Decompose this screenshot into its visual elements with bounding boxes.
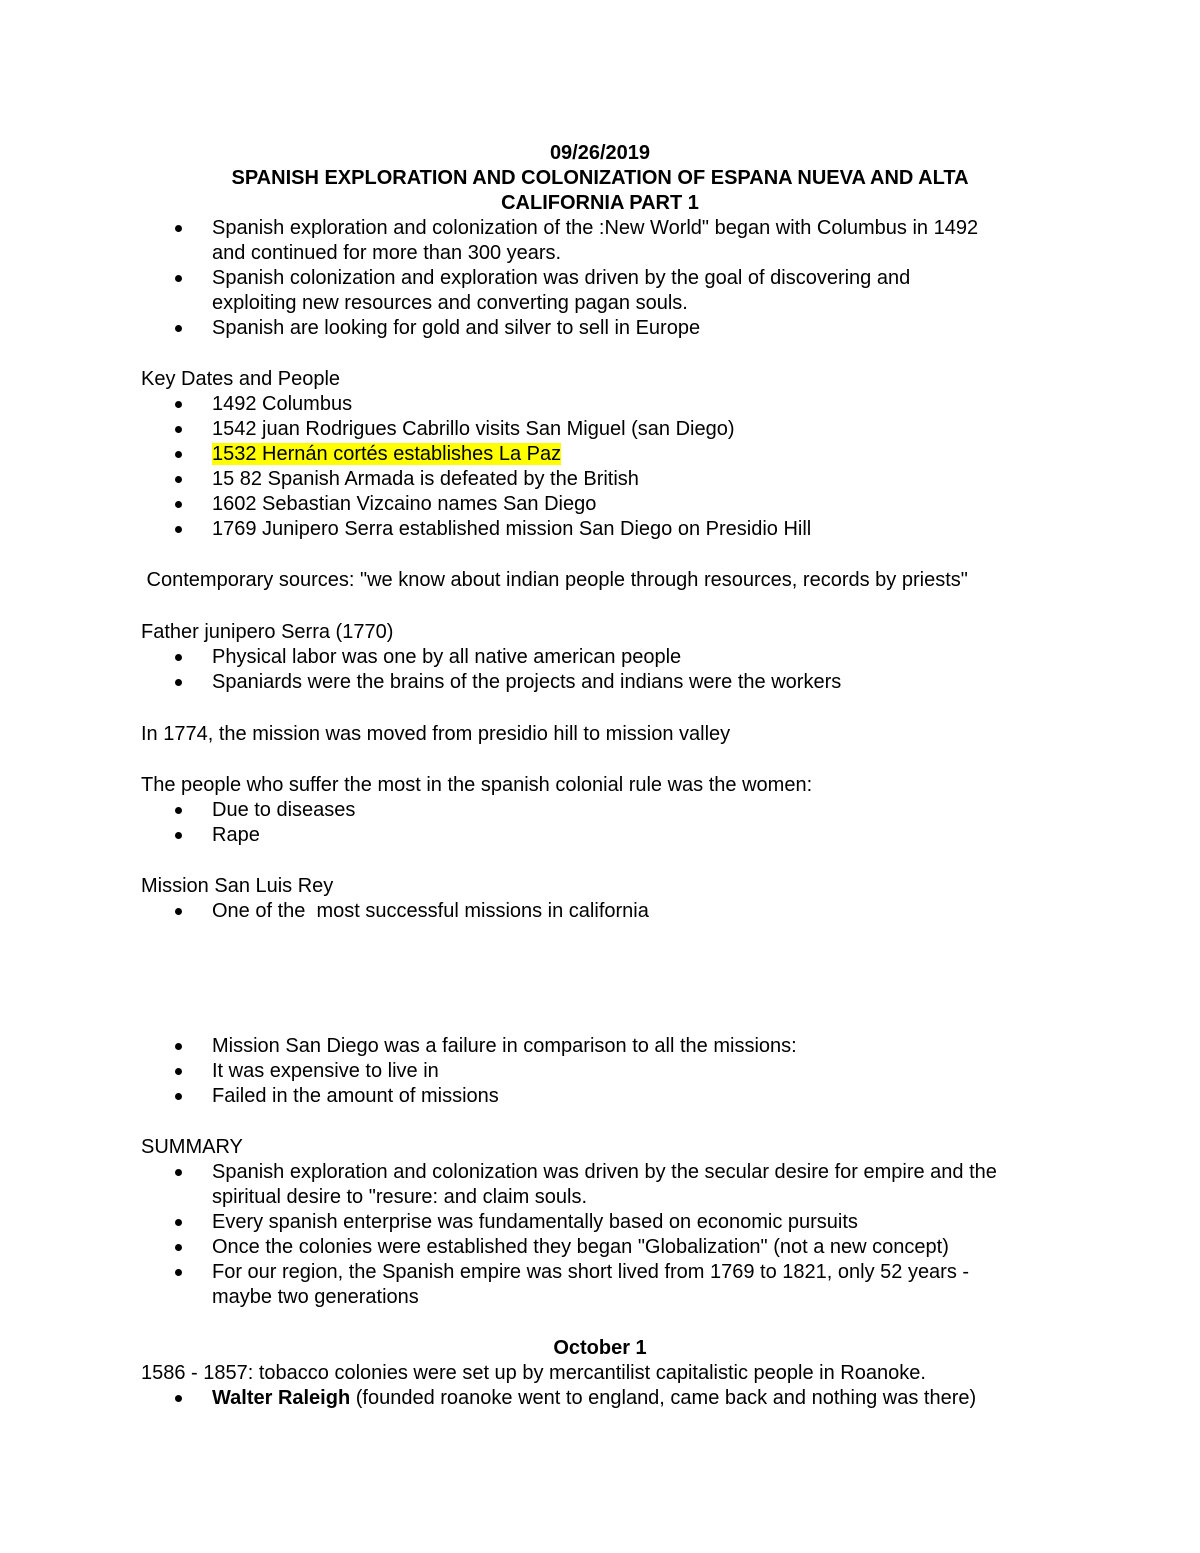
bullet-icon (172, 899, 188, 924)
san-luis-rey-item: One of the most successful missions in california (212, 900, 649, 922)
bullet-icon (172, 798, 188, 823)
san-diego-item: It was expensive to live in (212, 1060, 439, 1082)
serra-item: Physical labor was one by all native american people (212, 646, 682, 668)
intro-bullet-2-line1: Spanish colonization and exploration was driven by the goal of discovering and (212, 267, 911, 289)
doc-title-line2: CALIFORNIA PART 1 (501, 192, 699, 214)
key-date-item: 15 82 Spanish Armada is defeated by the British (212, 468, 639, 490)
bullet-icon (172, 1386, 188, 1411)
summary-heading: SUMMARY (141, 1136, 243, 1158)
key-date-item: 1602 Sebastian Vizcaino names San Diego (212, 493, 597, 515)
bullet-icon (172, 442, 188, 467)
mission-moved-text: In 1774, the mission was moved from presidio hill to mission valley (141, 723, 731, 745)
san-luis-rey-heading: Mission San Luis Rey (141, 875, 334, 897)
bullet-icon (172, 492, 188, 517)
bullet-icon (172, 467, 188, 492)
bullet-icon (172, 1235, 188, 1260)
bullet-icon (172, 216, 188, 241)
summary-item-2: Every spanish enterprise was fundamentally based on economic pursuits (212, 1211, 858, 1233)
bullet-icon (172, 1059, 188, 1084)
bullet-icon (172, 823, 188, 848)
doc-date: 09/26/2019 (549, 142, 651, 164)
summary-item-1-line1: Spanish exploration and colonization was driven by the secular desire for empire and the (212, 1161, 997, 1183)
bullet-icon (172, 392, 188, 417)
women-item: Rape (212, 824, 260, 846)
san-diego-item: Failed in the amount of missions (212, 1085, 499, 1107)
summary-item-4-line1: For our region, the Spanish empire was short lived from 1769 to 1821, only 52 years - (212, 1261, 970, 1283)
key-date-item-highlighted (212, 442, 561, 467)
women-item: Due to diseases (212, 799, 356, 821)
key-dates-heading: Key Dates and People (141, 368, 341, 390)
summary-item-3: Once the colonies were established they began "Globalization" (not a new concept) (212, 1236, 949, 1258)
bullet-icon (172, 1160, 188, 1185)
intro-bullet-2-line2: exploiting new resources and converting pagan souls. (212, 292, 688, 314)
bullet-icon (172, 1210, 188, 1235)
text-highlight: 1532 Hernán cortés establishes La Paz (212, 443, 562, 465)
october-line: 1586 - 1857: tobacco colonies were set up by mercantilist capitalistic people in Roanoke. (141, 1362, 926, 1384)
intro-bullet-3: Spanish are looking for gold and silver to sell in Europe (212, 317, 701, 339)
key-date-item: 1542 juan Rodrigues Cabrillo visits San Miguel (san Diego) (212, 418, 735, 440)
intro-bullet-1-line2: and continued for more than 300 years. (212, 242, 562, 264)
doc-title-line1: SPANISH EXPLORATION AND COLONIZATION OF ESPANA NUEVA AND ALTA (231, 167, 969, 189)
bullet-icon (172, 316, 188, 341)
intro-bullet-1-line1: Spanish exploration and colonization of the :New World" began with Columbus in 1492 (212, 217, 979, 239)
bullet-icon (172, 1034, 188, 1059)
summary-item-1-line2: spiritual desire to "resure: and claim souls. (212, 1186, 588, 1208)
bullet-icon (172, 1260, 188, 1285)
serra-item: Spaniards were the brains of the projects and indians were the workers (212, 671, 842, 693)
october-heading: October 1 (553, 1337, 647, 1359)
bullet-icon (172, 417, 188, 442)
raleigh-item (212, 1386, 976, 1411)
key-date-item: 1492 Columbus (212, 393, 353, 415)
key-date-item: 1769 Junipero Serra established mission San Diego on Presidio Hill (212, 518, 812, 540)
bullet-icon (172, 1084, 188, 1109)
bullet-icon (172, 645, 188, 670)
san-diego-item: Mission San Diego was a failure in comparison to all the missions: (212, 1035, 797, 1057)
bullet-icon (172, 670, 188, 695)
raleigh-description: (founded roanoke went to england, came back and nothing was there) (350, 1387, 977, 1409)
bullet-icon (172, 517, 188, 542)
contemporary-sources: Contemporary sources: "we know about indian people through resources, records by priests" (141, 569, 968, 591)
serra-heading: Father junipero Serra (1770) (141, 621, 394, 643)
bullet-icon (172, 266, 188, 291)
summary-item-4-line2: maybe two generations (212, 1286, 419, 1308)
raleigh-name: Walter Raleigh (212, 1387, 351, 1409)
women-heading: The people who suffer the most in the spanish colonial rule was the women: (141, 774, 813, 796)
